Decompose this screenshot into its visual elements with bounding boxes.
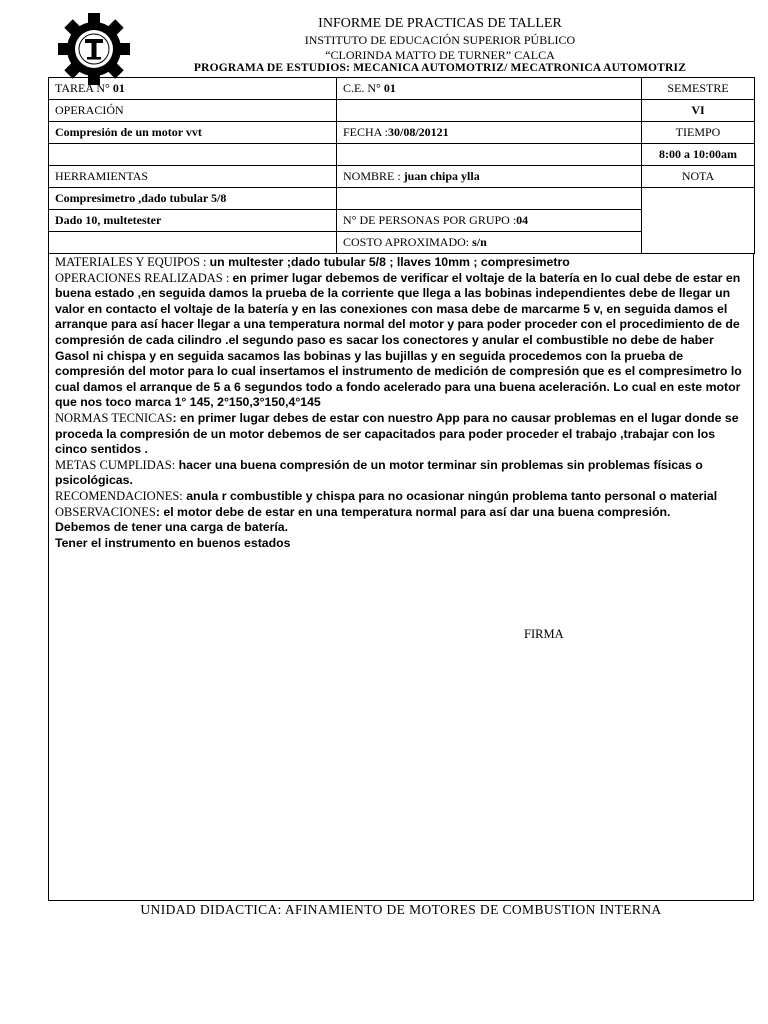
observaciones-line-2: Debemos de tener una carga de batería. [55,520,289,535]
ce-value: 01 [383,81,396,95]
recomendaciones-label: RECOMENDACIONES: [55,488,183,503]
tiempo-label: TIEMPO [642,122,755,144]
nombre-cell: NOMBRE : juan chipa ylla [337,166,642,188]
costo-cell: COSTO APROXIMADO: s/n [337,232,642,254]
report-form-table [48,77,755,254]
operaciones-value: en primer lugar debemos de verificar el voltaje de la batería en lo cual debe de estar en buena estado ,en seguida damos la prueba de la corriente que llega a las bobinas independientes debe de llegar un valor en contacto el voltaje de la batería y en las conexiones con masa debe de marcarme 5 v, en seguida damos el arranque para así hacer llegar a una temperatura normal del motor y para poder proceder con el procedimiento de de compresión de cada cilindro .el segundo paso es sacar los conectores y anular el combustible no debe de haber Gasol ni chispa y en seguida sacamos las bobinas y las bujillas y en seguida procedemos con la prueba de compresión del motor para lo cual insertamos el instrumento de medición de compresión que es el compresimetro lo cual damos el arranque de 5 a 6 segundos todo a fondo acelerado para una buena aceleración. Lo cual en este motor que nos toco marca 1° 145, 2°150,3°150,4°145 [55,270,742,410]
observaciones-value: : el motor debe de estar en una temperatura normal para así dar una buena compresión. [155,504,671,519]
herramientas-item-2: Dado 10, multetester [49,210,337,232]
empty-cell [337,144,642,166]
recomendaciones-section [55,489,747,505]
report-body [48,253,754,901]
herramientas-label: HERRAMIENTAS [49,166,337,188]
program-name: PROGRAMA DE ESTUDIOS: MECANICA AUTOMOTRIZ/ MECATRONICA AUTOMOTRIZ [193,62,687,74]
metas-section [55,458,747,489]
observaciones-label: OBSERVACIONES [55,504,156,519]
recomendaciones-value: anula r combustible y chispa para no ocasionar ningún problema tanto personal o material [182,488,718,503]
fecha-cell: FECHA :30/08/20121 [337,122,642,144]
operacion-label: OPERACIÓN [49,100,337,122]
observaciones-line-3: Tener el instrumento en buenos estados [55,535,291,550]
school-name: “CLORINDA MATTO DE TURNER” CALCA [325,48,555,62]
ce-cell: C.E. N° 01 [337,78,642,100]
tarea-cell: TAREA N° 01 [49,78,337,100]
semestre-value: VI [642,100,755,122]
empty-cell [337,100,642,122]
report-title: INFORME DE PRACTICAS DE TALLER [318,16,562,31]
operaciones-section [55,271,747,411]
observaciones-section [55,505,747,521]
empty-cell [49,232,337,254]
operacion-value: Compresión de un motor vvt [49,122,337,144]
normas-label: NORMAS TECNICAS [55,410,173,425]
tarea-value: 01 [112,81,125,95]
gear-logo-icon [58,13,130,85]
personas-cell: N° DE PERSONAS POR GRUPO :04 [337,210,642,232]
empty-cell [49,144,337,166]
metas-value: hacer una buena compresión de un motor terminar sin problemas sin problemas físicas o psicológicas. [55,457,703,488]
materiales-label: MATERIALES Y EQUIPOS : [55,255,207,269]
fecha-value: 30/08/20121 [388,125,449,139]
institute-name: INSTITUTO DE EDUCACIÓN SUPERIOR PÚBLICO [304,33,576,47]
tiempo-value: 8:00 a 10:00am [642,144,755,166]
empty-cell [337,188,642,210]
herramientas-item-1: Compresimetro ,dado tubular 5/8 [49,188,337,210]
nota-label: NOTA [642,166,755,188]
metas-label: METAS CUMPLIDAS: [55,457,176,472]
semestre-label: SEMESTRE [642,78,755,100]
normas-value: : en primer lugar debes de estar con nuestro App para no causar problemas en el lugar donde se proceda la compresión de un motor debemos de ser capacitados para poder proceder el trabajo ,trabajar con los cinco sentidos . [55,410,739,457]
materiales-value: un multester ;dado tubular 5/8 ; llaves 10mm ; compresimetro [209,255,570,269]
firma-label: FIRMA [524,627,564,641]
nombre-value: juan chipa ylla [403,169,480,183]
materiales-section [55,255,747,271]
normas-section [55,411,747,458]
footer-unidad-didactica: UNIDAD DIDACTICA: AFINAMIENTO DE MOTORES DE COMBUSTION INTERNA [140,902,662,917]
operaciones-label: OPERACIONES REALIZADAS : [55,270,230,285]
nota-value-cell [642,188,755,254]
personas-value: 04 [516,213,529,227]
costo-value: s/n [472,235,487,249]
